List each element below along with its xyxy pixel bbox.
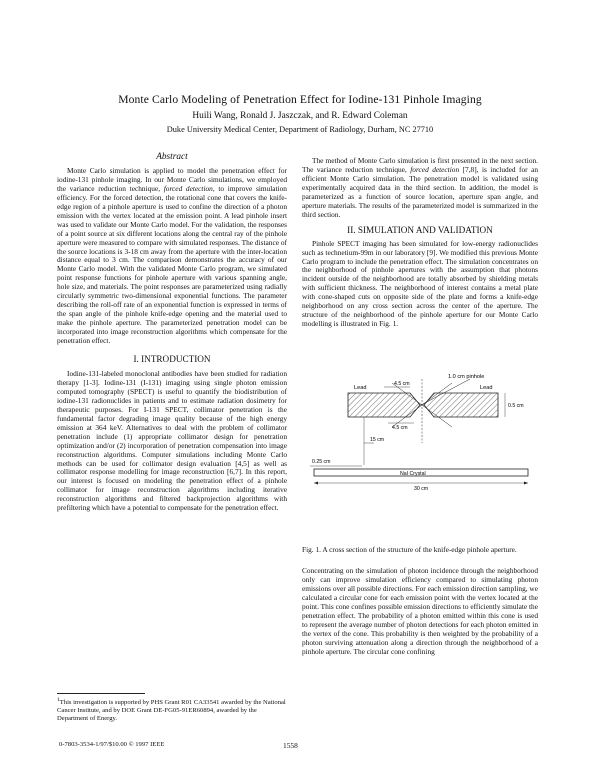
dim-plate-label: 4.5 cm [392, 425, 408, 431]
right-column [302, 157, 538, 329]
pinhole-label: 1.0 cm pinhole [448, 374, 485, 380]
footnote [57, 696, 287, 723]
introduction-text: Iodine-131-labeled monoclonal antibodies have been studied for radiation therapy [1-3]. Iodine-131 (I-131) imaging using single photon emission computed tomography (SPECT) is useful to quantify the biodistribution of iodine-131 radionuclides in patients and to estimate radiation dosimetry for therapeutic purposes. For I-131 SPECT, collimator penetration is the fundamental factor degrading image quality because of the high energy emission at 364 keV. Alternatives to deal with the problem of collimator penetration include (1) appropriate collimator design for penetration optimization and/or (2) incorporation of penetration compensation into image reconstruction algorithms. Computer simulations including Monte Carlo methods can be used for collimator design evaluation [4,5] as well as collimator response modelling for image reconstruction [6,7]. In this report, our interest is focused on modeling the penetration effect of a pinhole collimator for image reconstruction algorithms including iterative reconstruction algorithms and filtered backprojection algorithms with prefiltering which have a potential to compensate for the penetration effect. [57, 368, 287, 513]
dim-small-label: 0.25 cm [312, 459, 331, 465]
right-column-continued [302, 567, 538, 657]
dim-top-label: 4.5 cm [394, 381, 410, 387]
dim-crystal-arrow-right [524, 482, 528, 485]
crystal-label: NaI Crystal [400, 471, 426, 477]
footnote-rule [57, 693, 145, 694]
abstract-text [57, 167, 287, 346]
left-column [57, 153, 287, 513]
abstract-text-a: Monte Carlo simulation is applied to model the penetration effect for iodine-131 pinhole imaging. In our Monte Carlo simulations, we employed the variance reduction technique, [57, 165, 287, 193]
paper-title: Monte Carlo Modeling of Penetration Effect for Iodine-131 Pinhole Imaging [118, 93, 482, 106]
footnote-text: This investigation is supported by PHS Grant R01 CA33541 awarded by the National Cancer Institute, and by DOE Grant DE-FG05-91ER60894, awarded by the Department of Energy. [57, 699, 286, 723]
dim-mid-label: 15 cm [370, 437, 385, 443]
figure-1-diagram [302, 373, 538, 541]
simulation-heading: II. SIMULATION AND VALIDATION [347, 224, 493, 235]
lead-label-left: Lead [354, 385, 367, 391]
simulation-text: Pinhole SPECT imaging has been simulated for low-energy radionuclides such as technetium-99m in our laboratory [9]. We modified this previous Monte Carlo program to include the penetration effect. The simulation concentrates on the neighborhood of pinhole apertures with the assumption that photons incident outside of the neighborhood are totally absorbed by shielding metals with sufficient thickness. The neighborhood of interest contains a metal plate with cone-shaped cuts on opposite side of the plate and forms a knife-edge neighborhood on any cross section across the center of the aperture. The structure of the neighborhood of the pinhole aperture for our Monte Carlo modelling is illustrated in Fig. 1. [302, 238, 538, 329]
doi-line: 0-7803-3534-1/97/$10.00 © 1997 IEEE [59, 741, 165, 748]
right-intro-a: The method of Monte Carlo simulation is first presented in the next section. The variance reduction technique, [302, 156, 538, 174]
right-intro-b: [7,8], is included for an efficient Monte Carlo simulation. The penetration model is validated using experimentally acquired data in the third section. In addition, the model is parameterized as a function of source location, aperture span angle, and aperture materials. The results of the parameterized model is summarized in the third section. [302, 164, 539, 219]
dim-crystal-arrow-left [314, 482, 318, 485]
figure-caption: Fig. 1. A cross section of the structure of the knife-edge pinhole aperture. [302, 545, 517, 554]
abstract-text-b: , to improve simulation efficiency. For the forced detection, the rotational cone that covers the knife-edge region of a pinhole aperture is used to confine the direction of a photon emission with the vertex located at the emission point. A lead pinhole insert was used to validate our Monte Carlo model. For the validation, the responses of a point source at six different locations along the central ray of the pinhole aperture were measured to compare with simulated responses. The distance of the source locations is 3-18 cm away from the aperture with the inter-location distance equal to 3 cm. The comparison demonstrates the accuracy of our Monte Carlo model. With the validated Monte Carlo program, we simulated point response functions for pinhole aperture with various spanning angle, hole size, and materials. The point responses are parameterized using radially circularly symmetric two-dimensional exponential functions. The parameter describing the roll-off rate of an exponential function is expressed in terms of the span angle of the pinhole knife-edge opening and the material used to make the pinhole aperture. The parameterized penetration model can be incorporated into image reconstruction algorithms which compensate for the penetration effect. [57, 183, 287, 346]
lead-label-right: Lead [480, 385, 493, 391]
introduction-heading: I. INTRODUCTION [133, 354, 211, 365]
right-intro-text [302, 157, 538, 220]
dim-right-label: 0.5 cm [508, 403, 524, 409]
lead-block-left [348, 393, 420, 417]
author-list: Huili Wang, Ronald J. Jaszczak, and R. Edward Coleman [192, 111, 408, 121]
affiliation: Duke University Medical Center, Department of Radiology, Durham, NC 27710 [166, 125, 434, 134]
right-intro-italic: forced detection [410, 164, 460, 174]
abstract-italic: forced detection [163, 183, 213, 193]
page-number: 1558 [283, 741, 298, 750]
figure-1 [302, 373, 538, 541]
footnote-mark: 1 [57, 697, 60, 703]
dim-crystal-label: 30 cm [414, 486, 429, 492]
abstract-heading: Abstract [156, 152, 188, 162]
right-after-text: Concentrating on the simulation of photon incidence through the neighborhood only can improve simulation efficiency compared to simulating photon emissions over all possible directions. For each emission direction sampling, we calculated a circular cone for each emission point with the vertex located at the point. This cone confines possible emission directions to efficiently simulate the penetration effect. The probability of a photon emitted within this cone is used to represent the average number of photon detections for each photon emitted in the vertex of the cone. This probability is then weighted by the probability of a photon surviving attenuation along a direction through the neighborhood of a pinhole aperture. The circular cone confining [302, 566, 538, 656]
lead-block-right [424, 393, 498, 417]
